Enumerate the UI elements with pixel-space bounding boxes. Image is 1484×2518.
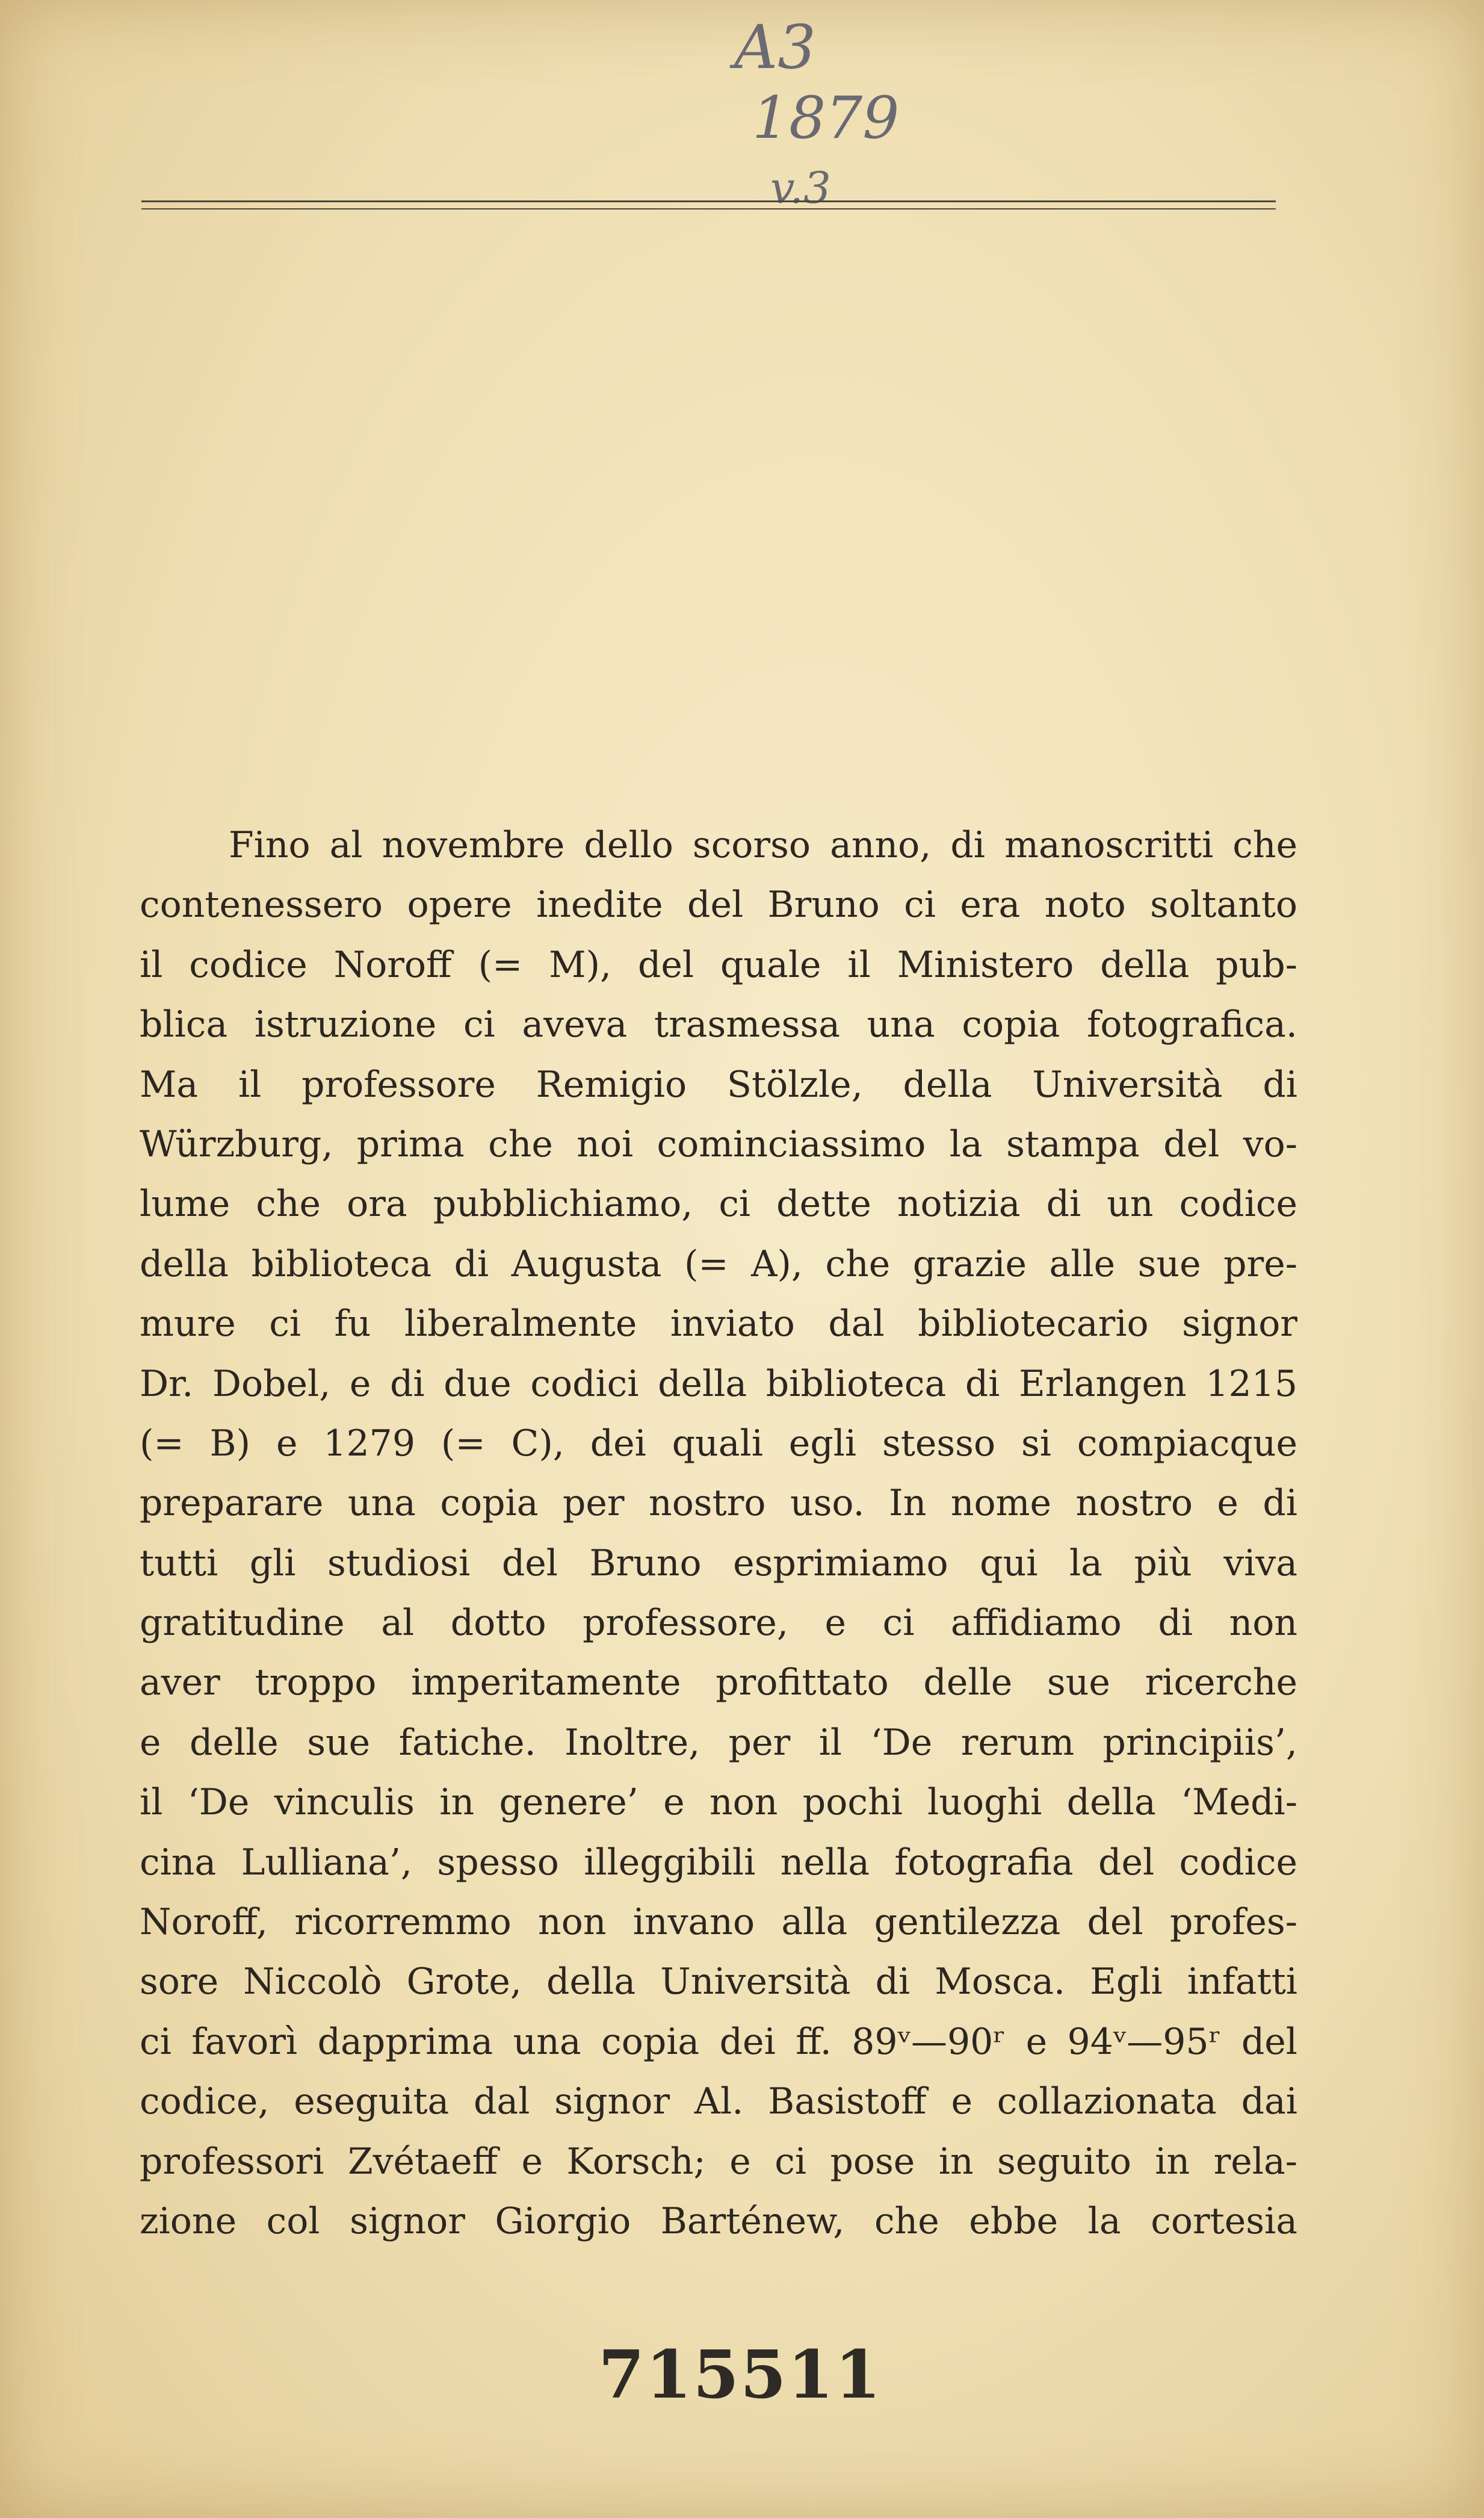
text-line: della biblioteca di Augusta (= A), che grazie alle sue pre-	[140, 1242, 1297, 1285]
annotation-year: 1879	[752, 84, 900, 152]
text-line: ci favorì dapprima una copia dei ff. 89ᵛ—90ʳ e 94ᵛ—95ʳ del	[140, 2020, 1297, 2063]
handwritten-annotations	[710, 12, 939, 211]
text-line: (= B) e 1279 (= C), dei quali egli stesso si compiacque	[140, 1422, 1297, 1465]
accession-number-stamp: 715511	[598, 2336, 882, 2413]
text-line: e delle sue fatiche. Inoltre, per il ‘De rerum principiis’,	[140, 1721, 1297, 1764]
text-line: il ‘De vinculis in genere’ e non pochi luoghi della ‘Medi-	[140, 1781, 1297, 1824]
text-line: Noroff, ricorremmo non invano alla gentilezza del profes-	[140, 1901, 1297, 1944]
text-line: Dr. Dobel, e di due codici della biblioteca di Erlangen 1215	[140, 1362, 1297, 1405]
annotation-volume: v.3	[770, 163, 831, 213]
text-line: tutti gli studiosi del Bruno esprimiamo qui la più viva	[140, 1542, 1297, 1584]
body-paragraph	[140, 816, 1297, 2251]
text-line: Würzburg, prima che noi cominciassimo la stampa del vo-	[140, 1123, 1297, 1165]
annotation-call-number: A3	[734, 12, 816, 82]
text-line: Fino al novembre dello scorso anno, di manoscritti che	[229, 824, 1297, 866]
text-line: blica istruzione ci aveva trasmessa una copia fotografica.	[140, 1003, 1297, 1046]
text-line: cina Lulliana’, spesso illeggibili nella fotografia del codice	[140, 1841, 1297, 1884]
text-line: gratitudine al dotto professore, e ci affidiamo di non	[140, 1602, 1297, 1645]
text-line: aver troppo imperitamente profittato delle sue ricerche	[140, 1661, 1297, 1704]
text-line: sore Niccolò Grote, della Università di Mosca. Egli infatti	[140, 1961, 1297, 2003]
text-line: codice, eseguita dal signor Al. Basistoff e collazionata dai	[140, 2080, 1297, 2123]
text-line: Ma il professore Remigio Stölzle, della Università di	[140, 1063, 1297, 1106]
text-line: il codice Noroff (= M), del quale il Ministero della pub-	[140, 943, 1297, 986]
text-line: preparare una copia per nostro uso. In nome nostro e di	[140, 1482, 1297, 1525]
header-rule-top	[141, 200, 1276, 202]
text-line: contenessero opere inedite del Bruno ci era noto soltanto	[140, 884, 1297, 926]
text-line: professori Zvétaeff e Korsch; e ci pose in seguito in rela-	[140, 2140, 1297, 2183]
text-line: mure ci fu liberalmente inviato dal bibliotecario signor	[140, 1303, 1297, 1345]
header-rule-bottom	[141, 208, 1276, 209]
text-line: lume che ora pubblichiamo, ci dette notizia di un codice	[140, 1183, 1297, 1226]
text-line: zione col signor Giorgio Barténew, che ebbe la cortesia	[140, 2200, 1297, 2242]
